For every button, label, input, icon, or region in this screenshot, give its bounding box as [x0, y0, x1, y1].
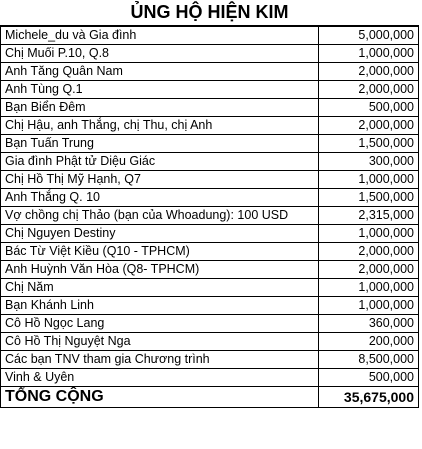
table-row — [1, 117, 419, 135]
table-row — [1, 81, 419, 99]
donation-amount: 1,500,000 — [318, 189, 418, 207]
donation-amount: 2,000,000 — [318, 63, 418, 81]
donation-amount: 1,000,000 — [318, 225, 418, 243]
donation-amount: 360,000 — [318, 315, 418, 333]
table-row — [1, 369, 419, 387]
donor-name: Chị Hồ Thị Mỹ Hạnh, Q7 — [1, 171, 319, 189]
table-row — [1, 351, 419, 369]
donation-amount: 2,000,000 — [318, 117, 418, 135]
donor-name: Bạn Biển Đêm — [1, 99, 319, 117]
donor-name: Cô Hồ Thị Nguyệt Nga — [1, 333, 319, 351]
donor-name: Michele_du và Gia đình — [1, 27, 319, 45]
donation-rows — [1, 27, 419, 387]
donor-name: Bạn Khánh Linh — [1, 297, 319, 315]
table-row — [1, 99, 419, 117]
donation-amount: 1,000,000 — [318, 279, 418, 297]
donation-amount: 500,000 — [318, 99, 418, 117]
donation-amount: 2,315,000 — [318, 207, 418, 225]
donor-name: Anh Thắng Q. 10 — [1, 189, 319, 207]
donation-amount: 5,000,000 — [318, 27, 418, 45]
total-row — [1, 387, 419, 408]
donor-name: Vợ chồng chị Thảo (bạn của Whoadung): 100 USD — [1, 207, 319, 225]
table-row — [1, 297, 419, 315]
donor-name: Vinh & Uyên — [1, 369, 319, 387]
donation-amount: 2,000,000 — [318, 81, 418, 99]
donation-amount: 500,000 — [318, 369, 418, 387]
table-row — [1, 261, 419, 279]
donor-name: Chị Nguyen Destiny — [1, 225, 319, 243]
donor-name: Anh Tăng Quân Nam — [1, 63, 319, 81]
sheet-title: ỦNG HỘ HIỆN KIM — [0, 0, 419, 26]
table-row — [1, 27, 419, 45]
total-label: TỔNG CỘNG — [1, 387, 319, 408]
total-amount: 35,675,000 — [318, 387, 418, 408]
donor-name: Anh Huỳnh Văn Hòa (Q8- TPHCM) — [1, 261, 319, 279]
table-row — [1, 225, 419, 243]
donor-name: Cô Hồ Ngọc Lang — [1, 315, 319, 333]
donation-table — [0, 26, 419, 408]
donor-name: Bác Từ Việt Kiều (Q10 - TPHCM) — [1, 243, 319, 261]
donation-amount: 1,000,000 — [318, 297, 418, 315]
donation-amount: 8,500,000 — [318, 351, 418, 369]
table-row — [1, 171, 419, 189]
table-row — [1, 135, 419, 153]
donor-name: Chị Muối P.10, Q.8 — [1, 45, 319, 63]
table-row — [1, 189, 419, 207]
table-row — [1, 207, 419, 225]
table-row — [1, 279, 419, 297]
donation-amount: 1,000,000 — [318, 45, 418, 63]
donation-amount: 1,500,000 — [318, 135, 418, 153]
donation-amount: 200,000 — [318, 333, 418, 351]
donor-name: Gia đình Phật tử Diệu Giác — [1, 153, 319, 171]
donor-name: Chị Hậu, anh Thắng, chị Thu, chị Anh — [1, 117, 319, 135]
donation-amount: 2,000,000 — [318, 243, 418, 261]
donation-amount: 1,000,000 — [318, 171, 418, 189]
table-row — [1, 243, 419, 261]
table-row — [1, 45, 419, 63]
table-row — [1, 63, 419, 81]
donor-name: Các bạn TNV tham gia Chương trình — [1, 351, 319, 369]
donor-name: Chị Năm — [1, 279, 319, 297]
table-row — [1, 153, 419, 171]
donation-amount: 300,000 — [318, 153, 418, 171]
donor-name: Bạn Tuấn Trung — [1, 135, 319, 153]
table-row — [1, 315, 419, 333]
donation-amount: 2,000,000 — [318, 261, 418, 279]
donor-name: Anh Tùng Q.1 — [1, 81, 319, 99]
table-row — [1, 333, 419, 351]
